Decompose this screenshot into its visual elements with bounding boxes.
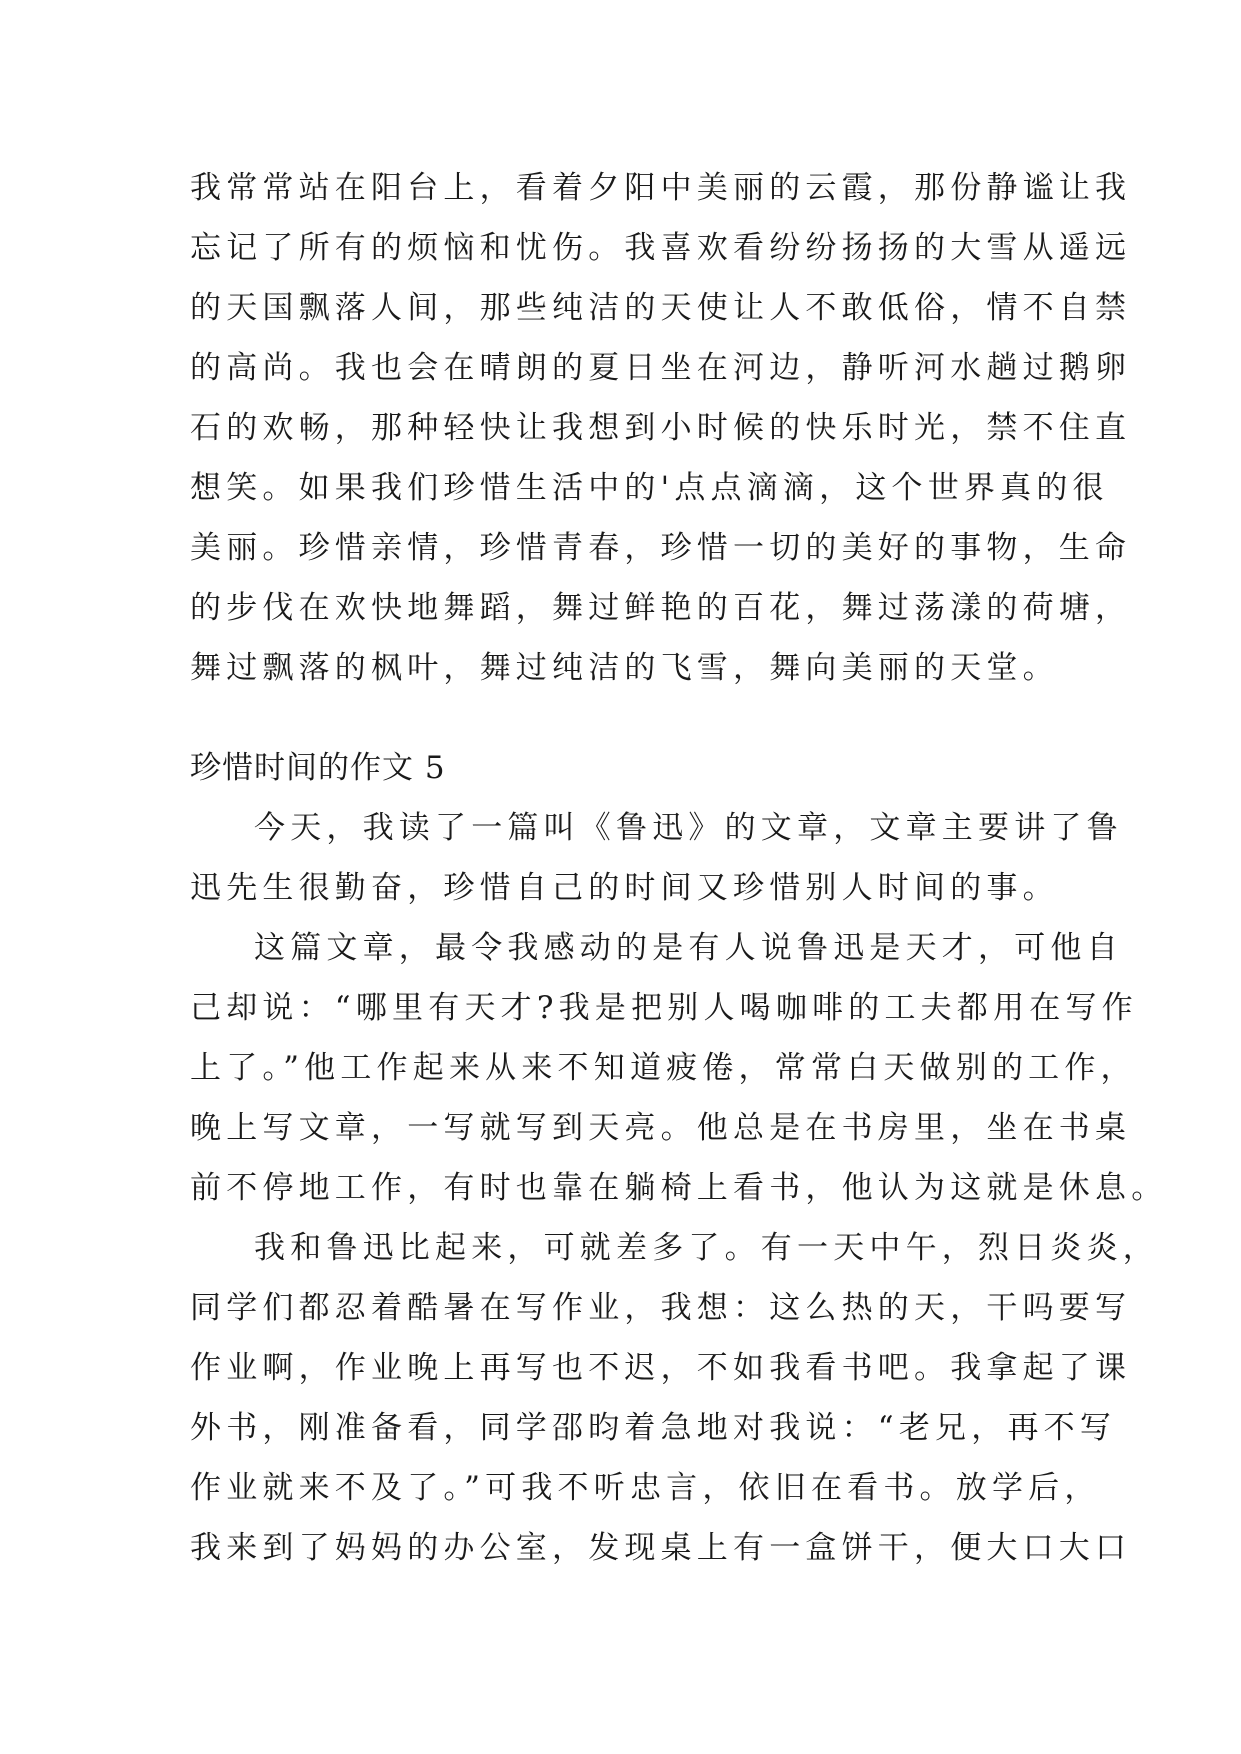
- paragraph-line: 我和鲁迅比起来，可就差多了。有一天中午，烈日炎炎，: [254, 1230, 1159, 1266]
- paragraph-line: 前不停地工作，有时也靠在躺椅上看书，他认为这就是休息。: [190, 1170, 1168, 1206]
- paragraph-line: 上了。”他工作起来从来不知道疲倦，常常白天做别的工作，: [190, 1050, 1137, 1086]
- paragraph-line: 想笑。如果我们珍惜生活中的'点点滴滴，这个世界真的很: [190, 470, 1109, 506]
- paragraph-line: 己却说：“哪里有天才?我是把别人喝咖啡的工夫都用在写作: [190, 990, 1138, 1026]
- paragraph-line: 我来到了妈妈的办公室，发现桌上有一盒饼干，便大口大口: [190, 1530, 1132, 1566]
- paragraph-line: 的高尚。我也会在晴朗的夏日坐在河边，静听河水趟过鹅卵: [190, 350, 1132, 386]
- paragraph-line: 忘记了所有的烦恼和忧伤。我喜欢看纷纷扬扬的大雪从遥远: [190, 230, 1132, 266]
- paragraph-line: 石的欢畅，那种轻快让我想到小时候的快乐时光，禁不住直: [190, 410, 1132, 446]
- paragraph-line: 今天，我读了一篇叫《鲁迅》的文章，文章主要讲了鲁: [254, 810, 1123, 846]
- paragraph-line: 的天国飘落人间，那些纯洁的天使让人不敢低俗，情不自禁: [190, 290, 1132, 326]
- paragraph-line: 美丽。珍惜亲情，珍惜青春，珍惜一切的美好的事物，生命: [190, 530, 1132, 566]
- paragraph-line: 迅先生很勤奋，珍惜自己的时间又珍惜别人时间的事。: [190, 870, 1059, 906]
- paragraph-line: 晚上写文章，一写就写到天亮。他总是在书房里，坐在书桌: [190, 1110, 1132, 1146]
- paragraph-line: 舞过飘落的枫叶，舞过纯洁的飞雪，舞向美丽的天堂。: [190, 650, 1059, 686]
- section-title: 珍惜时间的作文 5: [190, 750, 446, 786]
- paragraph-line: 我常常站在阳台上，看着夕阳中美丽的云霞，那份静谧让我: [190, 170, 1132, 206]
- paragraph-line: 这篇文章，最令我感动的是有人说鲁迅是天才，可他自: [254, 930, 1123, 966]
- paragraph-line: 外书，刚准备看，同学邵昀着急地对我说：“老兄，再不写: [190, 1410, 1117, 1446]
- paragraph-line: 作业就来不及了。”可我不听忠言，依旧在看书。放学后，: [190, 1470, 1101, 1506]
- paragraph-line: 的步伐在欢快地舞蹈，舞过鲜艳的百花，舞过荡漾的荷塘，: [190, 590, 1132, 626]
- paragraph-line: 同学们都忍着酷暑在写作业，我想：这么热的天，干吗要写: [190, 1290, 1132, 1326]
- paragraph-line: 作业啊，作业晚上再写也不迟，不如我看书吧。我拿起了课: [190, 1350, 1132, 1386]
